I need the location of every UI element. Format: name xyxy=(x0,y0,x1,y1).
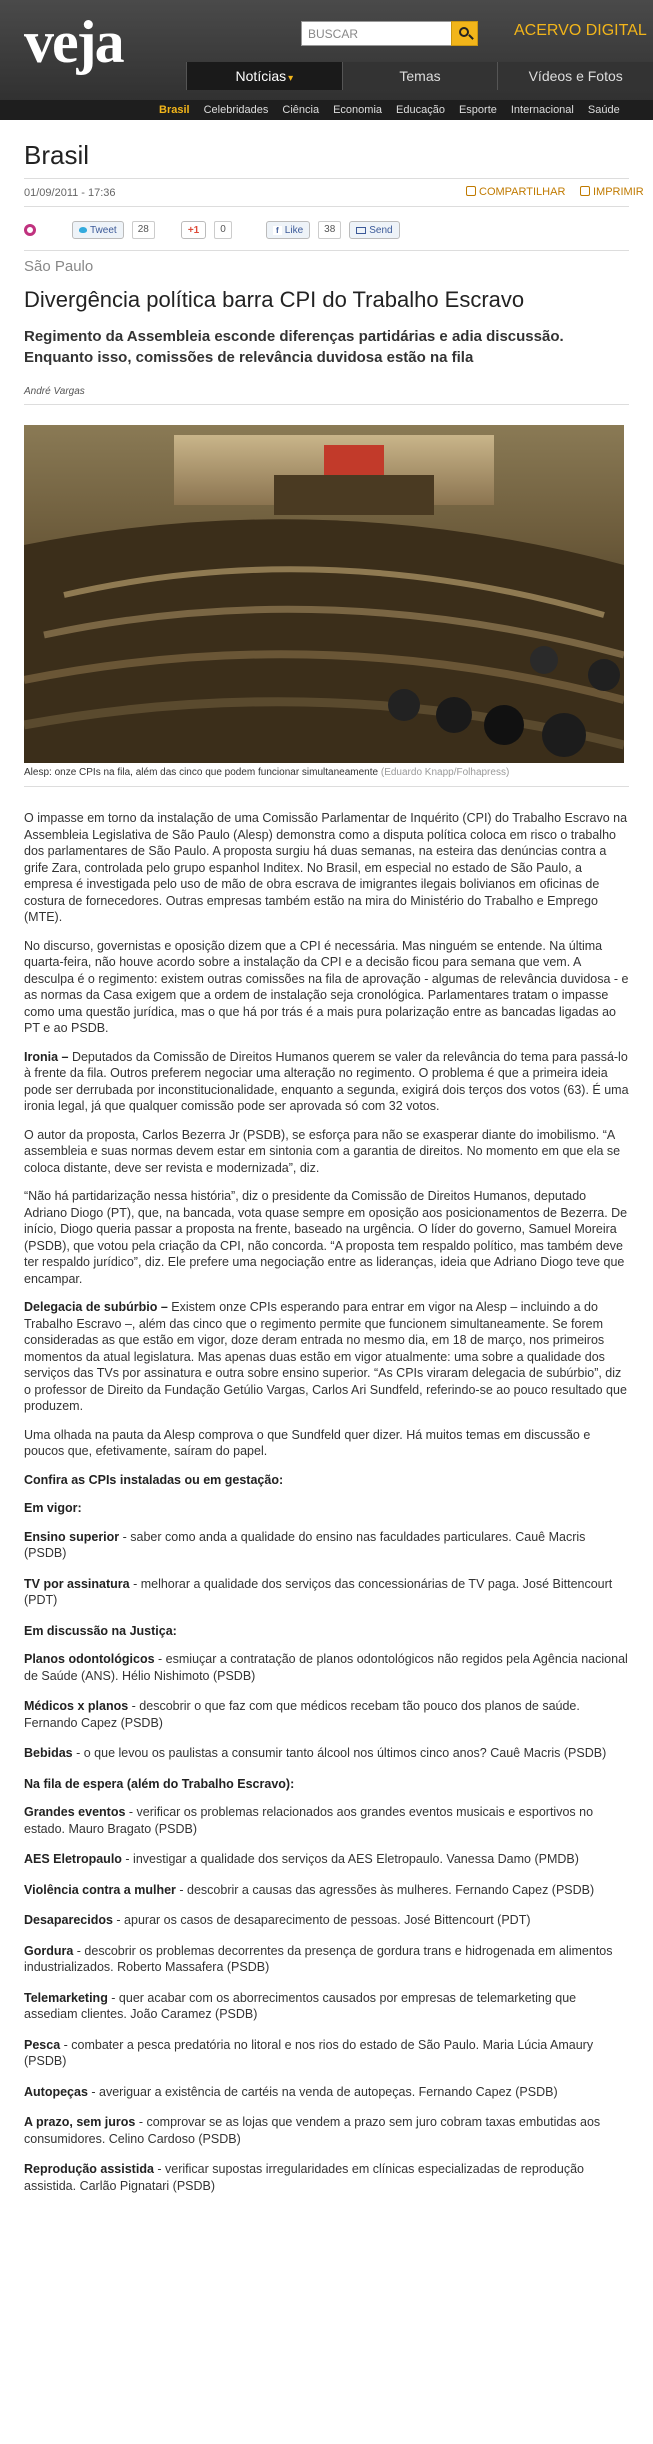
paragraph: O autor da proposta, Carlos Bezerra Jr (PSDB), se esforça para não se exasperar diante do imobilismo. “A assembleia e suas normas devem estar em sintonia com a garantia de direitos. No momento em que ela se coloca distante, deve ser revista e modernizada”, diz. xyxy=(24,1127,621,1175)
list-item-title: Desaparecidos xyxy=(24,1913,113,1927)
list-item xyxy=(24,1651,629,1684)
article-kicker[interactable]: São Paulo xyxy=(24,258,94,275)
nav-tab-videos-fotos[interactable]: Vídeos e Fotos xyxy=(497,62,653,90)
print-icon xyxy=(580,186,590,196)
twitter-icon xyxy=(79,227,87,233)
sub-nav-esporte[interactable]: Esporte xyxy=(458,104,497,116)
list-item-text: - descobrir os problemas decorrentes da presença de gordura trans e hidrogenada em alimentos industrializados. Roberto Massafera (PSDB) xyxy=(24,1943,613,1974)
article-headline: Divergência política barra CPI do Trabalho Escravo xyxy=(24,287,525,312)
article-date: 01/09/2011 - 17:36 xyxy=(24,187,116,199)
list-heading: Confira as CPIs instaladas ou em gestação: xyxy=(24,1472,284,1487)
gplus-button[interactable]: +1 xyxy=(181,221,206,239)
divider xyxy=(24,250,629,251)
paragraph: Delegacia de subúrbio – Existem onze CPIs esperando para entrar em vigor na Alesp – incluindo a do Trabalho Escravo –, além das cinco que o regimento permite que funcionem simultaneamente. Se forem consideradas as que estão em vigor, doze deram entrada no mesmo dia, em 18 de março, nos primeiros momentos da atual legislatura. Mas apenas duas estão em vigor atualmente: uma sobre a qualidade dos serviços das TVs por assinatura e outra sobre ensino superior. “As CPIs viraram delegacia de subúrbio”, diz o professor de Direito da Fundação Getúlio Vargas, Carlos Ari Sundfeld, referindo-se ao pouco resultado que produzem. xyxy=(24,1300,627,1413)
list-item xyxy=(24,2114,629,2147)
list-item-text: - descobrir a causas das agressões às mulheres. Fernando Capez (PSDB) xyxy=(175,1882,595,1897)
sub-nav-educacao[interactable]: Educação xyxy=(396,104,445,116)
group-heading: Em vigor: xyxy=(24,1501,82,1515)
paragraph: No discurso, governistas e oposição dizem que a CPI é necessária. Mas ninguém se entende. Na última quarta-feira, não houve acordo sobre a instalação da CPI e a decisão ficou para semana que vem. A desculpa é o regimento: existem outras comissões na fila de aprovação - algumas de relevância duvidosa - e as normas da Casa exigem que a ordem de instalação seja cronológica. Parlamentares tratam o impasse como uma questão jurídica, mas o que há por trás é a mais pura polarização entre as bancadas ligadas ao PT e ao PSDB. xyxy=(24,938,629,1035)
tweet-count: 28 xyxy=(132,221,155,239)
list-item-title: Reprodução assistida xyxy=(24,2162,154,2176)
divider xyxy=(24,178,629,179)
list-item-title: TV por assinatura xyxy=(24,1576,130,1591)
sub-nav-ciencia[interactable]: Ciência xyxy=(282,104,320,116)
search-input[interactable]: BUSCAR xyxy=(301,21,454,46)
main-nav xyxy=(186,62,653,90)
print-link[interactable]: IMPRIMIR xyxy=(580,186,644,198)
list-item-text: - saber como anda a qualidade do ensino nas faculdades particulares. Cauê Macris (PSDB) xyxy=(24,1529,586,1560)
list-item xyxy=(24,1943,629,1976)
chevron-down-icon: ▾ xyxy=(288,73,294,84)
list-item-title: A prazo, sem juros xyxy=(24,2115,136,2129)
facebook-like-button[interactable]: f Like xyxy=(266,221,310,239)
list-item xyxy=(24,1990,629,2023)
list-item-text: - o que levou os paulistas a consumir tanto álcool nos últimos cinco anos? Cauê Macris (PSDB) xyxy=(72,1746,607,1760)
list-item-title: Grandes eventos xyxy=(24,1805,126,1819)
divider xyxy=(24,206,629,207)
list-item-text: - melhorar a qualidade dos serviços das concessionárias de TV paga. José Bittencourt (PDT) xyxy=(24,1576,613,1607)
facebook-send-button[interactable]: Send xyxy=(349,221,399,239)
list-item-title: Pesca xyxy=(24,2037,61,2052)
divider xyxy=(24,404,629,405)
list-item-text: - combater a pesca predatória no litoral e nos rios do estado de São Paulo. Maria Lúcia Amaury (PSDB) xyxy=(24,2037,594,2068)
divider xyxy=(24,786,629,787)
list-item xyxy=(24,2037,629,2070)
article-byline: André Vargas xyxy=(24,386,85,397)
paragraph-label: Ironia – xyxy=(24,1049,69,1064)
article-photo xyxy=(24,425,624,763)
sub-nav xyxy=(0,100,653,120)
photo-caption: Alesp: onze CPIs na fila, além das cinco que podem funcionar simultaneamente (Eduardo Knapp/Folhapress) xyxy=(24,767,510,778)
list-item-text: - apurar os casos de desaparecimento de pessoas. José Bittencourt (PDT) xyxy=(112,1913,531,1927)
list-item-title: Autopeças xyxy=(24,2084,88,2099)
list-item-title: AES Eletropaulo xyxy=(24,1852,122,1866)
list-item-title: Gordura xyxy=(24,1943,74,1958)
group-heading: Na fila de espera (além do Trabalho Escravo): xyxy=(24,1776,295,1791)
list-item-text: - verificar os problemas relacionados aos grandes eventos musicais e esportivos no estado. Mauro Bragato (PSDB) xyxy=(24,1805,594,1836)
list-item-text: - verificar supostas irregularidades em clínicas especializadas de reprodução assistida. Carlão Pignatari (PSDB) xyxy=(24,2162,584,2193)
list-item xyxy=(24,1745,629,1762)
orkut-icon[interactable] xyxy=(24,224,36,236)
facebook-icon: f xyxy=(273,226,282,235)
cpi-list-justica xyxy=(24,1651,629,1762)
list-item xyxy=(24,1912,629,1929)
sub-nav-celebridades[interactable]: Celebridades xyxy=(203,104,269,116)
sub-nav-economia[interactable]: Economia xyxy=(333,104,383,116)
paragraph: “Não há partidarização nessa história”, diz o presidente da Comissão de Direitos Humanos, deputado Adriano Diogo (PT), que, na bancada, vota quase sempre em oposição aos posicionamentos de Bezerra. De início, Diogo queria passar a proposta na frente, baseado na urgência. O líder do governo, Samuel Moreira (PSDB), que votou pela criação da CPI, não concorda. “A proposta tem respaldo político, mas também deve ter respaldo jurídico”, diz. Ele prefere uma negociação entre as lideranças, ideia que Adriano Diogo teve que encampar. xyxy=(24,1189,628,1286)
sub-nav-brasil[interactable]: Brasil xyxy=(159,104,190,116)
sub-nav-internacional[interactable]: Internacional xyxy=(510,104,574,116)
tweet-button[interactable]: Tweet xyxy=(72,221,124,239)
list-item-title: Planos odontológicos xyxy=(24,1652,155,1666)
list-item-text: - quer acabar com os aborrecimentos causados por empresas de telemarketing que assediam clientes. João Caramez (PSDB) xyxy=(24,1990,577,2021)
sub-nav-saude[interactable]: Saúde xyxy=(587,104,620,116)
photo-credit: (Eduardo Knapp/Folhapress) xyxy=(380,767,510,778)
social-bar xyxy=(24,219,400,241)
list-item xyxy=(24,1698,629,1731)
article-body xyxy=(24,810,629,2208)
list-item xyxy=(24,1576,629,1609)
share-link[interactable]: COMPARTILHAR xyxy=(466,186,565,198)
acervo-digital-link[interactable]: ACERVO DIGITAL xyxy=(514,22,647,39)
list-item-title: Telemarketing xyxy=(24,1990,108,2005)
site-header xyxy=(0,0,653,120)
cpi-list-vigor xyxy=(24,1529,629,1609)
page-title: Brasil xyxy=(24,140,90,170)
list-item-title: Bebidas xyxy=(24,1746,73,1760)
list-item xyxy=(24,1529,629,1562)
nav-tab-noticias[interactable]: Notícias ▾ xyxy=(186,62,342,90)
paragraph: Ironia – Deputados da Comissão de Direitos Humanos querem se valer da relevância do tema para passá-lo à frente da fila. Outros preferem negociar uma alteração no regimento. O problema é que a primeira ideia pode ser derrubada por inconstitucionalidade, enquanto a segunda, exigirá dois terços dos votos (63). É uma ironia legal, já que qualquer comissão pode ser aprovada só com 32 votos. xyxy=(24,1049,629,1113)
cpi-list-fila xyxy=(24,1804,629,2194)
article-subhead: Regimento da Assembleia esconde diferenças partidárias e adia discussão. Enquanto isso, comissões de relevância duvidosa estão na fila xyxy=(24,328,564,366)
list-item xyxy=(24,1804,629,1837)
like-count: 38 xyxy=(318,221,341,239)
list-item-title: Médicos x planos xyxy=(24,1699,129,1713)
list-item-text: - descobrir o que faz com que médicos recebam tão pouco dos planos de saúde. Fernando Capez (PSDB) xyxy=(24,1699,580,1730)
group-heading: Em discussão na Justiça: xyxy=(24,1623,177,1638)
list-item-title: Violência contra a mulher xyxy=(24,1882,176,1897)
mail-icon xyxy=(356,227,366,234)
list-item-text: - comprovar se as lojas que vendem a prazo sem juro cobram taxas embutidas aos consumidores. Celino Cardoso (PSDB) xyxy=(24,2115,601,2146)
list-item xyxy=(24,2084,629,2101)
veja-logo[interactable]: veja xyxy=(24,9,123,75)
list-item-title: Ensino superior xyxy=(24,1529,120,1544)
nav-tab-temas[interactable]: Temas xyxy=(342,62,498,90)
list-item-text: - investigar a qualidade dos serviços da AES Eletropaulo. Vanessa Damo (PMDB) xyxy=(121,1852,579,1866)
list-item xyxy=(24,1882,629,1899)
paragraph: Uma olhada na pauta da Alesp comprova o que Sundfeld quer dizer. Há muitos temas em discussão e poucos que, efetivamente, saíram do papel. xyxy=(24,1427,591,1458)
paragraph-label: Delegacia de subúrbio – xyxy=(24,1300,168,1314)
list-item xyxy=(24,1851,629,1868)
list-item-text: - esmiuçar a contratação de planos odontológicos não regidos pela Agência nacional de Saúde (ANS). Hélio Nishimoto (PSDB) xyxy=(24,1652,628,1683)
list-item xyxy=(24,2161,629,2194)
paragraph: O impasse em torno da instalação de uma Comissão Parlamentar de Inquérito (CPI) do Trabalho Escravo na Assembleia Legislativa de São Paulo (Alesp) demonstra como a disputa política coloca em risco o trabalho dos parlamentares de São Paulo. A proposta surgiu há duas semanas, na esteira das denúncias contra a grife Zara, controlada pelo grupo espanhol Inditex. No Brasil, em especial no estado de São Paulo, a empresa é investigada pelo uso de mão de obra escrava de imigrantes ilegais bolivianos em oficinas de costura de fornecedores. Outras empresas também estão na mira do Ministério do Trabalho e Emprego (MTE). xyxy=(24,811,628,924)
share-icon xyxy=(466,186,476,196)
list-item-text: - averiguar a existência de cartéis na venda de autopeças. Fernando Capez (PSDB) xyxy=(87,2084,558,2099)
gplus-count: 0 xyxy=(214,221,232,239)
search-button[interactable] xyxy=(451,21,478,46)
